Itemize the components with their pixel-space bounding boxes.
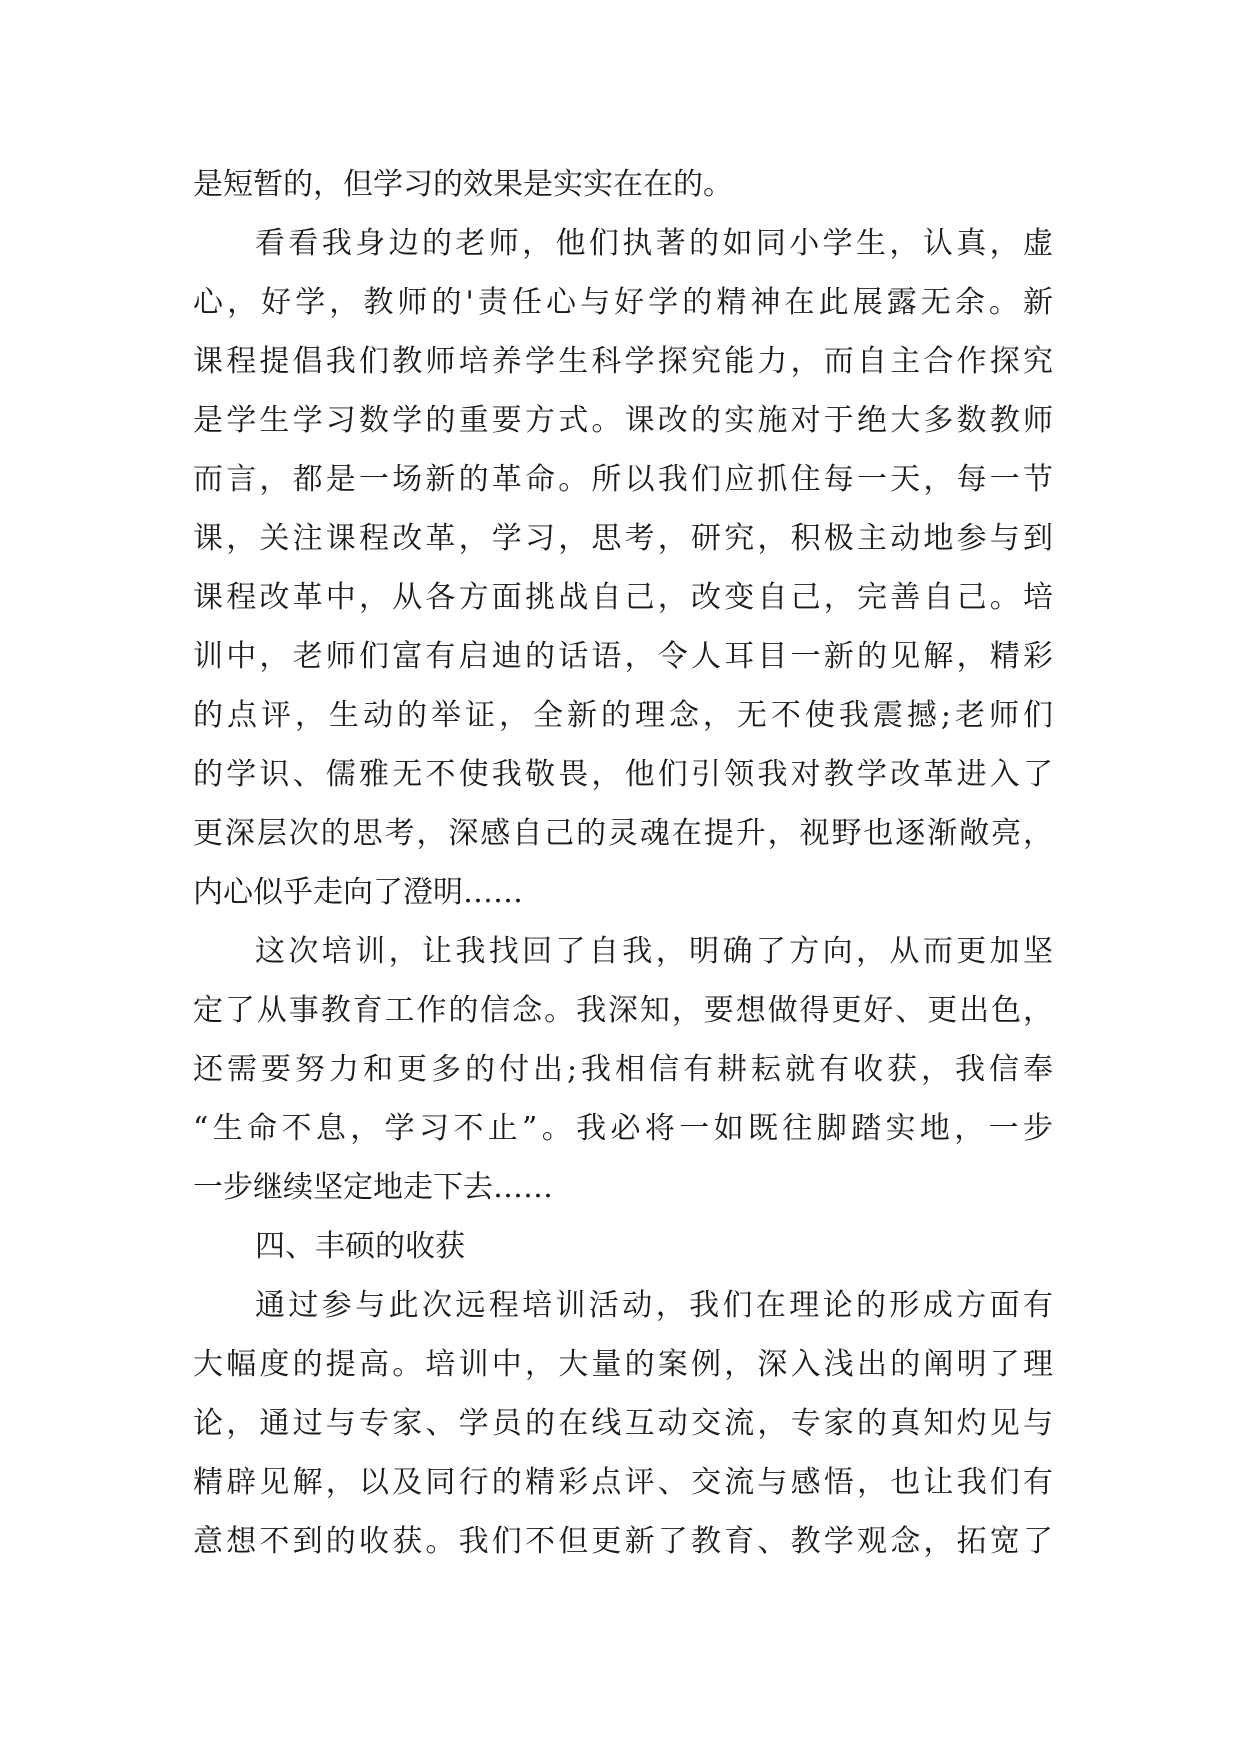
paragraph-line-end: 内心似乎走向了澄明…… [193, 875, 523, 910]
paragraph-line: 课，关注课程改革，学习，思考，研究，积极主动地参与到 [193, 521, 1053, 556]
paragraph-line: 论，通过与专家、学员的在线互动交流，专家的真知灼见与 [193, 1406, 1053, 1441]
paragraph-line: 心，好学，教师的'责任心与好学的精神在此展露无余。新 [193, 285, 1053, 320]
paragraph-line-first: 通过参与此次远程培训活动，我们在理论的形成方面有 [255, 1288, 1053, 1323]
paragraph-line: 是学生学习数学的重要方式。课改的实施对于绝大多数教师 [193, 403, 1053, 438]
section-heading: 四、丰硕的收获 [255, 1229, 465, 1264]
paragraph-line: 大幅度的提高。培训中，大量的案例，深入浅出的阐明了理 [193, 1347, 1053, 1382]
paragraph-line: 而言，都是一场新的革命。所以我们应抓住每一天，每一节 [193, 462, 1053, 497]
paragraph-line-end: 一步继续坚定地走下去…… [193, 1170, 553, 1205]
paragraph-line: 训中，老师们富有启迪的话语，令人耳目一新的见解，精彩 [193, 639, 1053, 674]
paragraph-line-first: 这次培训，让我找回了自我，明确了方向，从而更加坚 [255, 934, 1053, 969]
paragraph-line-end: 是短暂的，但学习的效果是实实在在的。 [193, 167, 733, 202]
paragraph-line: 意想不到的收获。我们不但更新了教育、教学观念，拓宽了 [193, 1524, 1053, 1559]
paragraph-line: 精辟见解，以及同行的精彩点评、交流与感悟，也让我们有 [193, 1465, 1053, 1500]
paragraph-line: 课程改革中，从各方面挑战自己，改变自己，完善自己。培 [193, 580, 1053, 615]
paragraph-line: 的点评，生动的举证，全新的理念，无不使我震撼;老师们 [193, 698, 1053, 733]
paragraph-line: 还需要努力和更多的付出;我相信有耕耘就有收获，我信奉 [193, 1052, 1053, 1087]
paragraph-line: 更深层次的思考，深感自己的灵魂在提升，视野也逐渐敞亮， [193, 816, 1053, 851]
paragraph-line: 的学识、儒雅无不使我敬畏，他们引领我对教学改革进入了 [193, 757, 1053, 792]
paragraph-line: 课程提倡我们教师培养学生科学探究能力，而自主合作探究 [193, 344, 1053, 379]
body-text [193, 155, 1053, 1571]
paragraph-line: “生命不息，学习不止”。我必将一如既往脚踏实地，一步 [193, 1111, 1053, 1146]
paragraph-line: 定了从事教育工作的信念。我深知，要想做得更好、更出色， [193, 993, 1053, 1028]
paragraph-line-first: 看看我身边的老师，他们执著的如同小学生，认真，虚 [255, 226, 1053, 261]
